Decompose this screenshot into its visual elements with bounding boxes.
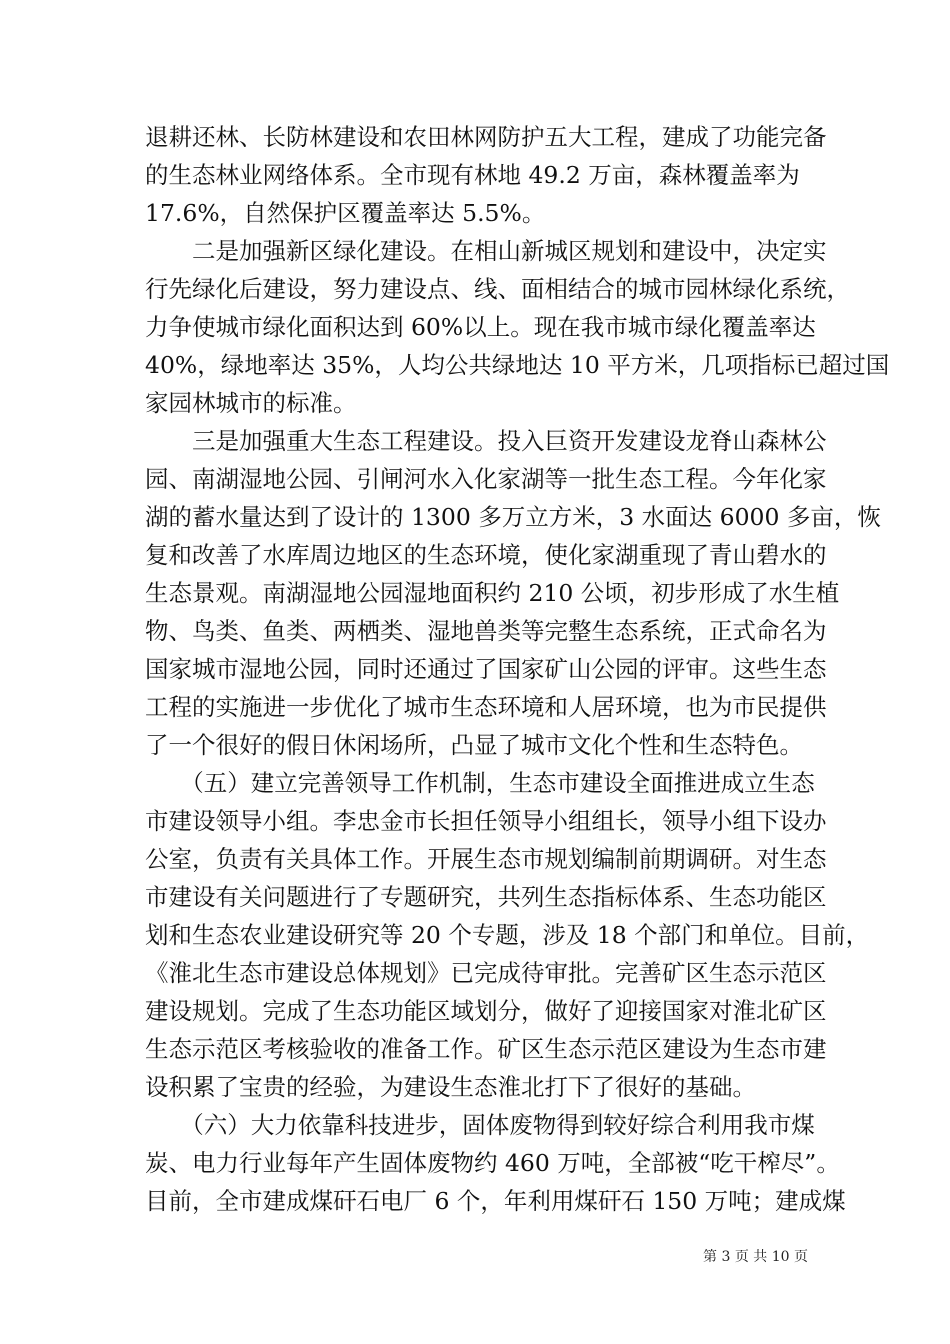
body-line: 工程的实施进一步优化了城市生态环境和人居环境，也为市民提供: [145, 693, 827, 721]
body-line: 生态示范区考核验收的准备工作。矿区生态示范区建设为生态市建: [145, 1035, 827, 1063]
body-line: 市建设有关问题进行了专题研究，共列生态指标体系、生态功能区: [145, 883, 827, 911]
body-line: 公室，负责有关具体工作。开展生态市规划编制前期调研。对生态: [145, 845, 827, 873]
body-line: 建设规划。完成了生态功能区域划分，做好了迎接国家对淮北矿区: [145, 997, 827, 1025]
body-line: 退耕还林、长防林建设和农田林网防护五大工程，建成了功能完备: [145, 123, 827, 151]
body-line: （六）大力依靠科技进步，固体废物得到较好综合利用我市煤: [145, 1111, 815, 1139]
body-line: 生态景观。南湖湿地公园湿地面积约 210 公顷，初步形成了水生植: [145, 579, 840, 607]
body-line: 40%，绿地率达 35%，人均公共绿地达 10 平方米，几项指标已超过国: [145, 351, 890, 379]
body-line: 二是加强新区绿化建设。在相山新城区规划和建设中，决定实: [145, 237, 827, 265]
body-line: 了一个很好的假日休闲场所，凸显了城市文化个性和生态特色。: [145, 731, 803, 759]
body-line: 划和生态农业建设研究等 20 个专题，涉及 18 个部门和单位。目前，: [145, 921, 870, 949]
body-line: （五）建立完善领导工作机制，生态市建设全面推进成立生态: [145, 769, 815, 797]
body-line: 家园林城市的标准。: [145, 389, 357, 417]
body-line: 国家城市湿地公园，同时还通过了国家矿山公园的评审。这些生态: [145, 655, 827, 683]
body-line: 的生态林业网络体系。全市现有林地 49.2 万亩，森林覆盖率为: [145, 161, 800, 189]
body-line: 行先绿化后建设，努力建设点、线、面相结合的城市园林绿化系统，: [145, 275, 850, 303]
body-line: 设积累了宝贵的经验，为建设生态淮北打下了很好的基础。: [145, 1073, 756, 1101]
body-line: 目前，全市建成煤矸石电厂 6 个，年利用煤矸石 150 万吨；建成煤: [145, 1187, 846, 1215]
body-line: 湖的蓄水量达到了设计的 1300 多万立方米，3 水面达 6000 多亩，恢: [145, 503, 881, 531]
body-line: 市建设领导小组。李忠金市长担任领导小组组长，领导小组下设办: [145, 807, 827, 835]
body-line: 三是加强重大生态工程建设。投入巨资开发建设龙脊山森林公: [145, 427, 827, 455]
body-line: 《淮北生态市建设总体规划》已完成待审批。完善矿区生态示范区: [145, 959, 827, 987]
body-line: 力争使城市绿化面积达到 60%以上。现在我市城市绿化覆盖率达: [145, 313, 816, 341]
body-line: 17.6%，自然保护区覆盖率达 5.5%。: [145, 199, 546, 227]
body-line: 园、南湖湿地公园、引闸河水入化家湖等一批生态工程。今年化家: [145, 465, 827, 493]
body-line: 物、鸟类、鱼类、两栖类、湿地兽类等完整生态系统，正式命名为: [145, 617, 827, 645]
body-line: 复和改善了水库周边地区的生态环境，使化家湖重现了青山碧水的: [145, 541, 827, 569]
body-line: 炭、电力行业每年产生固体废物约 460 万吨，全部被“吃干榨尽”。: [145, 1149, 840, 1177]
page-number: 第 3 页 共 10 页: [703, 1249, 808, 1265]
